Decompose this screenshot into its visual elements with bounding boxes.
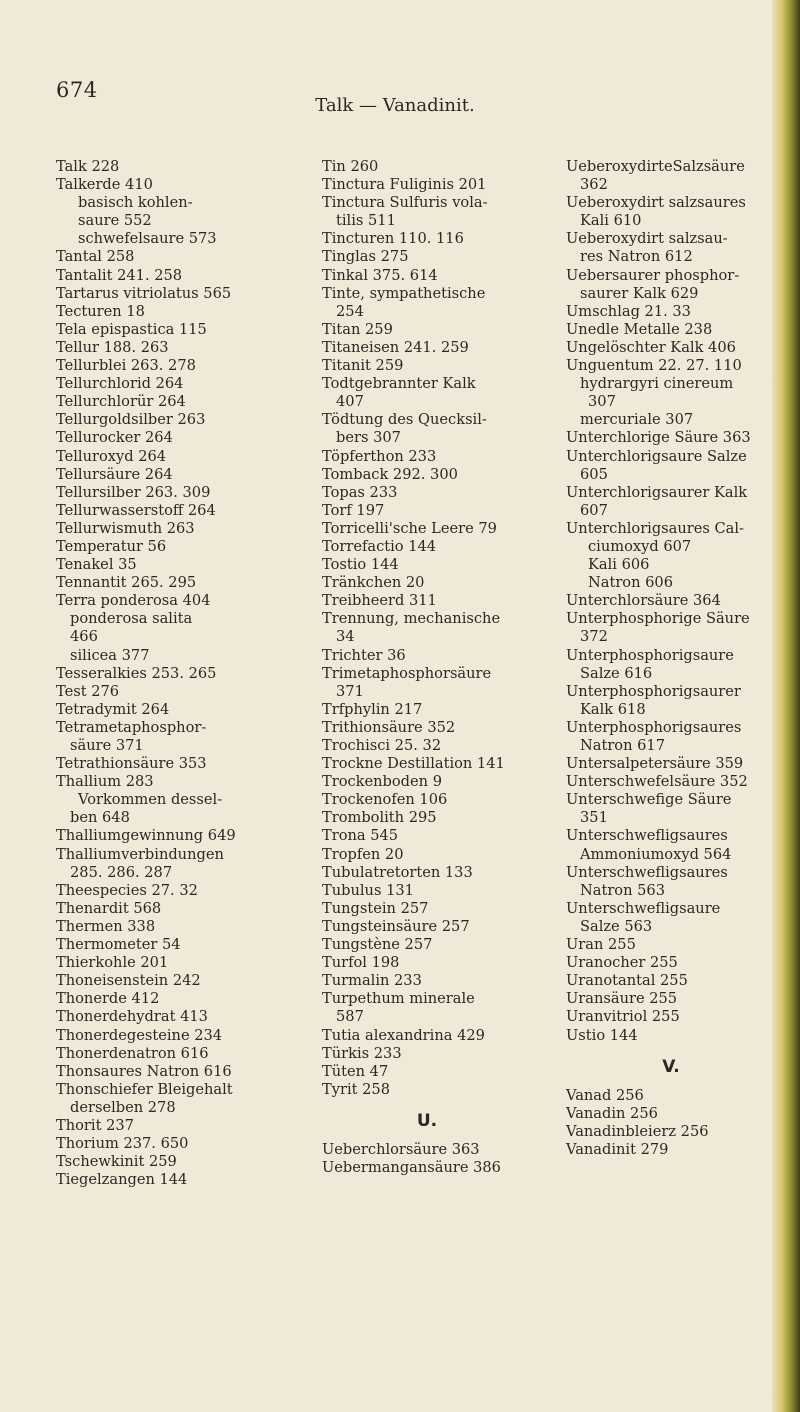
index-entry: Torricelli'sche Leere 79 [322, 519, 497, 537]
index-entry: Tellurgoldsilber 263 [56, 411, 206, 429]
index-entry: Tschewkinit 259 [56, 1153, 177, 1171]
index-entry: Thorit 237 [56, 1116, 134, 1134]
index-entry: Telluroxyd 264 [56, 447, 167, 465]
index-entry: ben 648 [70, 809, 130, 827]
index-entry: Trochisci 25. 32 [322, 737, 442, 754]
index-entry: Natron 563 [580, 881, 665, 899]
index-entry: Thonschiefer Bleigehalt [56, 1080, 233, 1098]
index-entry: Tungstène 257 [322, 936, 433, 954]
index-entry: Thallium 283 [56, 773, 154, 791]
index-entry: Tyrit 258 [322, 1080, 390, 1098]
index-entry: Thenardit 568 [56, 899, 162, 917]
index-entry: Tellurocker 264 [56, 429, 173, 447]
index-entry: Test 276 [56, 682, 120, 700]
index-entry: Trimetaphosphorsäure [322, 664, 492, 682]
index-entry: 605 [580, 465, 608, 483]
index-entry: 371 [336, 682, 364, 700]
index-entry: säure 371 [70, 737, 144, 754]
index-entry: Unedle Metalle 238 [566, 320, 713, 338]
index-entry: Ueberchlorsäure 363 [322, 1140, 480, 1158]
index-entry: ciumoxyd 607 [588, 537, 692, 555]
index-entry: Tellurchlorür 264 [56, 393, 186, 411]
index-entry: Treibheerd 311 [322, 592, 437, 610]
index-entry: Türkis 233 [322, 1044, 402, 1062]
index-entry: Tecturen 18 [56, 302, 145, 320]
index-entry: Thonerdenatron 616 [56, 1044, 209, 1062]
index-entry: Trockne Destillation 141 [322, 755, 505, 773]
index-entry: Trockenofen 106 [322, 791, 448, 809]
index-entry: Tüten 47 [322, 1062, 389, 1080]
index-entry: Turmalin 233 [322, 972, 422, 990]
index-entry: Unterphosphorigsaures [566, 718, 742, 736]
index-entry: Tennantit 265. 295 [56, 574, 197, 592]
index-entry: Ungelöschter Kalk 406 [566, 338, 736, 356]
index-entry: Salze 616 [580, 664, 653, 682]
index-entry: basisch kohlen- [78, 194, 193, 212]
index-entry: Untersalpetersäure 359 [566, 755, 744, 773]
index-entry: Uebermangansäure 386 [322, 1158, 501, 1176]
index-entry: Thermen 338 [56, 917, 156, 935]
index-entry: Unterchlorigsaure Salze [566, 447, 747, 465]
index-entry: Tincturen 110. 116 [322, 230, 464, 248]
index-entry: 607 [580, 501, 608, 519]
index-entry: Salze 563 [580, 917, 653, 935]
index-entry: Trfphylin 217 [322, 700, 423, 718]
index-entry: Temperatur 56 [56, 537, 167, 555]
index-entry: Uransäure 255 [566, 990, 678, 1008]
index-entry: Töpferthon 233 [322, 447, 437, 465]
index-entry: Tellurwismuth 263 [56, 519, 195, 537]
index-entry: Uranocher 255 [566, 954, 678, 972]
index-entry: Natron 617 [580, 737, 665, 754]
index-entry: Tinte, sympathetische [322, 284, 486, 302]
index-entry: schwefelsaure 573 [78, 230, 217, 248]
index-entry: Thoneisenstein 242 [56, 972, 201, 990]
index-column-2 [322, 158, 532, 1177]
index-entry: Thonerdegesteine 234 [56, 1026, 223, 1044]
index-entry: Vanadin 256 [566, 1104, 658, 1122]
index-column-3 [566, 158, 776, 1159]
index-entry: Ammoniumoxyd 564 [580, 845, 732, 863]
index-entry: 372 [580, 628, 608, 646]
index-entry: Tostio 144 [322, 556, 399, 574]
index-entry: Kali 610 [580, 212, 642, 230]
index-entry: Uranvitriol 255 [566, 1008, 680, 1026]
index-entry: Unterphosphorigsaurer [566, 682, 741, 700]
index-entry: Thorium 237. 650 [56, 1135, 189, 1153]
index-entry: Tubulatretorten 133 [322, 863, 473, 881]
index-entry: Tutia alexandrina 429 [322, 1026, 485, 1044]
index-entry: Unterchlorigsaures Cal- [566, 519, 744, 537]
index-entry: Topas 233 [322, 483, 398, 501]
index-entry: saure 552 [78, 212, 152, 230]
index-entry: Trombolith 295 [322, 809, 437, 827]
index-entry: Unterschwefige Säure [566, 791, 732, 809]
index-entry: Umschlag 21. 33 [566, 302, 691, 320]
index-entry: Tödtung des Quecksil- [322, 411, 487, 429]
index-entry: Thierkohle 201 [56, 954, 169, 972]
index-entry: Tellurchlorid 264 [56, 375, 184, 393]
index-entry: Thonerde 412 [56, 990, 160, 1008]
index-entry: tilis 511 [336, 212, 396, 230]
index-entry: Tellur 188. 263 [56, 338, 169, 356]
index-entry: ponderosa salita [70, 610, 193, 628]
index-entry: Turpethum minerale [322, 990, 475, 1008]
index-entry: Vanad 256 [566, 1086, 644, 1104]
index-entry: Unterphosphorige Säure [566, 610, 750, 628]
index-entry: Torf 197 [322, 501, 385, 519]
index-column-1 [56, 158, 266, 1189]
index-entry: Titanit 259 [322, 357, 404, 375]
page-edge-shadow [772, 0, 800, 1412]
index-entry: Tartarus vitriolatus 565 [56, 284, 232, 302]
index-entry: Unterschwefelsäure 352 [566, 773, 748, 791]
index-entry: Tela epispastica 115 [56, 320, 207, 338]
index-entry: 587 [336, 1008, 364, 1026]
index-entry: Tinctura Sulfuris vola- [322, 194, 488, 212]
index-entry: 466 [70, 628, 98, 646]
index-entry: Unterschwefligsaures [566, 827, 728, 845]
letter-heading: U. [416, 1110, 438, 1131]
index-entry: Trithionsäure 352 [322, 718, 456, 736]
index-entry: Kalk 618 [580, 700, 646, 718]
index-entry: Torrefactio 144 [322, 537, 437, 555]
index-entry: Tungstein 257 [322, 899, 429, 917]
index-entry: Thonsaures Natron 616 [56, 1062, 232, 1080]
index-entry: Tellursilber 263. 309 [56, 483, 211, 501]
index-entry: Tenakel 35 [56, 556, 137, 574]
index-entry: Ustio 144 [566, 1026, 638, 1044]
index-entry: Tellursäure 264 [56, 465, 173, 483]
index-entry: Todtgebrannter Kalk [322, 375, 476, 393]
index-entry: 307 [588, 393, 616, 411]
index-entry: Thermometer 54 [56, 936, 181, 954]
index-entry: Kali 606 [588, 556, 650, 574]
index-entry: Tesseralkies 253. 265 [56, 664, 217, 682]
index-entry: Unguentum 22. 27. 110 [566, 357, 742, 375]
index-entry: UeberoxydirteSalzsäure [566, 158, 745, 175]
index-entry: Unterchlorige Säure 363 [566, 429, 751, 447]
letter-heading: V. [662, 1056, 680, 1077]
index-entry: 285. 286. 287 [70, 863, 173, 881]
index-entry: Tinctura Fuliginis 201 [322, 176, 487, 194]
index-entry: Tomback 292. 300 [322, 465, 458, 483]
index-entry: 407 [336, 393, 364, 411]
index-entry: Tetrametaphosphor- [56, 718, 207, 736]
index-entry: Trockenboden 9 [322, 773, 442, 791]
index-entry: Tellurblei 263. 278 [56, 357, 196, 375]
index-entry: Trennung, mechanische [322, 610, 501, 628]
index-entry: Ueberoxydirt salzsaures [566, 194, 746, 212]
index-entry: Talk 228 [56, 158, 120, 175]
index-entry: Turfol 198 [322, 954, 400, 972]
index-entry: Thonerdehydrat 413 [56, 1008, 208, 1026]
index-entry: 34 [336, 628, 355, 646]
index-entry: Tubulus 131 [322, 881, 414, 899]
index-entry: Tränkchen 20 [322, 574, 425, 592]
running-head: Talk — Vanadinit. [315, 95, 475, 116]
index-entry: Natron 606 [588, 574, 673, 592]
index-entry: Unterchlorigsaurer Kalk [566, 483, 748, 501]
index-entry: Thalliumverbindungen [56, 845, 224, 863]
index-entry: Uranotantal 255 [566, 972, 688, 990]
index-entry: Tetrathionsäure 353 [56, 755, 207, 773]
index-entry: silicea 377 [70, 646, 150, 664]
index-entry: res Natron 612 [580, 248, 693, 266]
page-number: 674 [56, 78, 98, 102]
index-entry: Titan 259 [322, 320, 393, 338]
index-entry: Unterschwefligsaures [566, 863, 728, 881]
index-entry: Vanadinit 279 [566, 1140, 669, 1158]
index-entry: Tantal 258 [56, 248, 135, 266]
index-entry: Thalliumgewinnung 649 [56, 827, 236, 845]
index-entry: Ueberoxydirt salzsau- [566, 230, 728, 248]
index-entry: bers 307 [336, 429, 401, 447]
index-entry: Tantalit 241. 258 [56, 266, 183, 284]
index-entry: Tinkal 375. 614 [322, 266, 438, 284]
index-entry: 362 [580, 176, 608, 194]
index-entry: Tinglas 275 [322, 248, 409, 266]
index-entry: Unterchlorsäure 364 [566, 592, 721, 610]
index-entry: Titaneisen 241. 259 [322, 338, 469, 356]
index-entry: Uran 255 [566, 936, 636, 954]
index-entry: Trichter 36 [322, 646, 406, 664]
index-entry: Tellurwasserstoff 264 [56, 501, 216, 519]
index-entry: derselben 278 [70, 1098, 176, 1116]
index-entry: Theespecies 27. 32 [56, 881, 198, 899]
index-entry: hydrargyri cinereum [580, 375, 734, 393]
index-entry: Vorkommen dessel- [78, 791, 223, 809]
index-entry: Tetradymit 264 [56, 700, 170, 718]
index-entry: Tropfen 20 [322, 845, 404, 863]
index-entry: 254 [336, 302, 364, 320]
index-entry: Tungsteinsäure 257 [322, 917, 470, 935]
index-entry: Unterschwefligsaure [566, 899, 721, 917]
index-entry: Vanadinbleierz 256 [566, 1122, 709, 1140]
index-entry: saurer Kalk 629 [580, 284, 699, 302]
index-entry: Tin 260 [322, 158, 379, 175]
index-entry: Unterphosphorigsaure [566, 646, 734, 664]
index-entry: Talkerde 410 [56, 176, 153, 194]
index-entry: Terra ponderosa 404 [56, 592, 211, 610]
index-entry: mercuriale 307 [580, 411, 694, 429]
index-entry: Trona 545 [322, 827, 399, 845]
index-entry: Tiegelzangen 144 [56, 1171, 188, 1189]
index-entry: 351 [580, 809, 608, 827]
index-entry: Uebersaurer phosphor- [566, 266, 740, 284]
